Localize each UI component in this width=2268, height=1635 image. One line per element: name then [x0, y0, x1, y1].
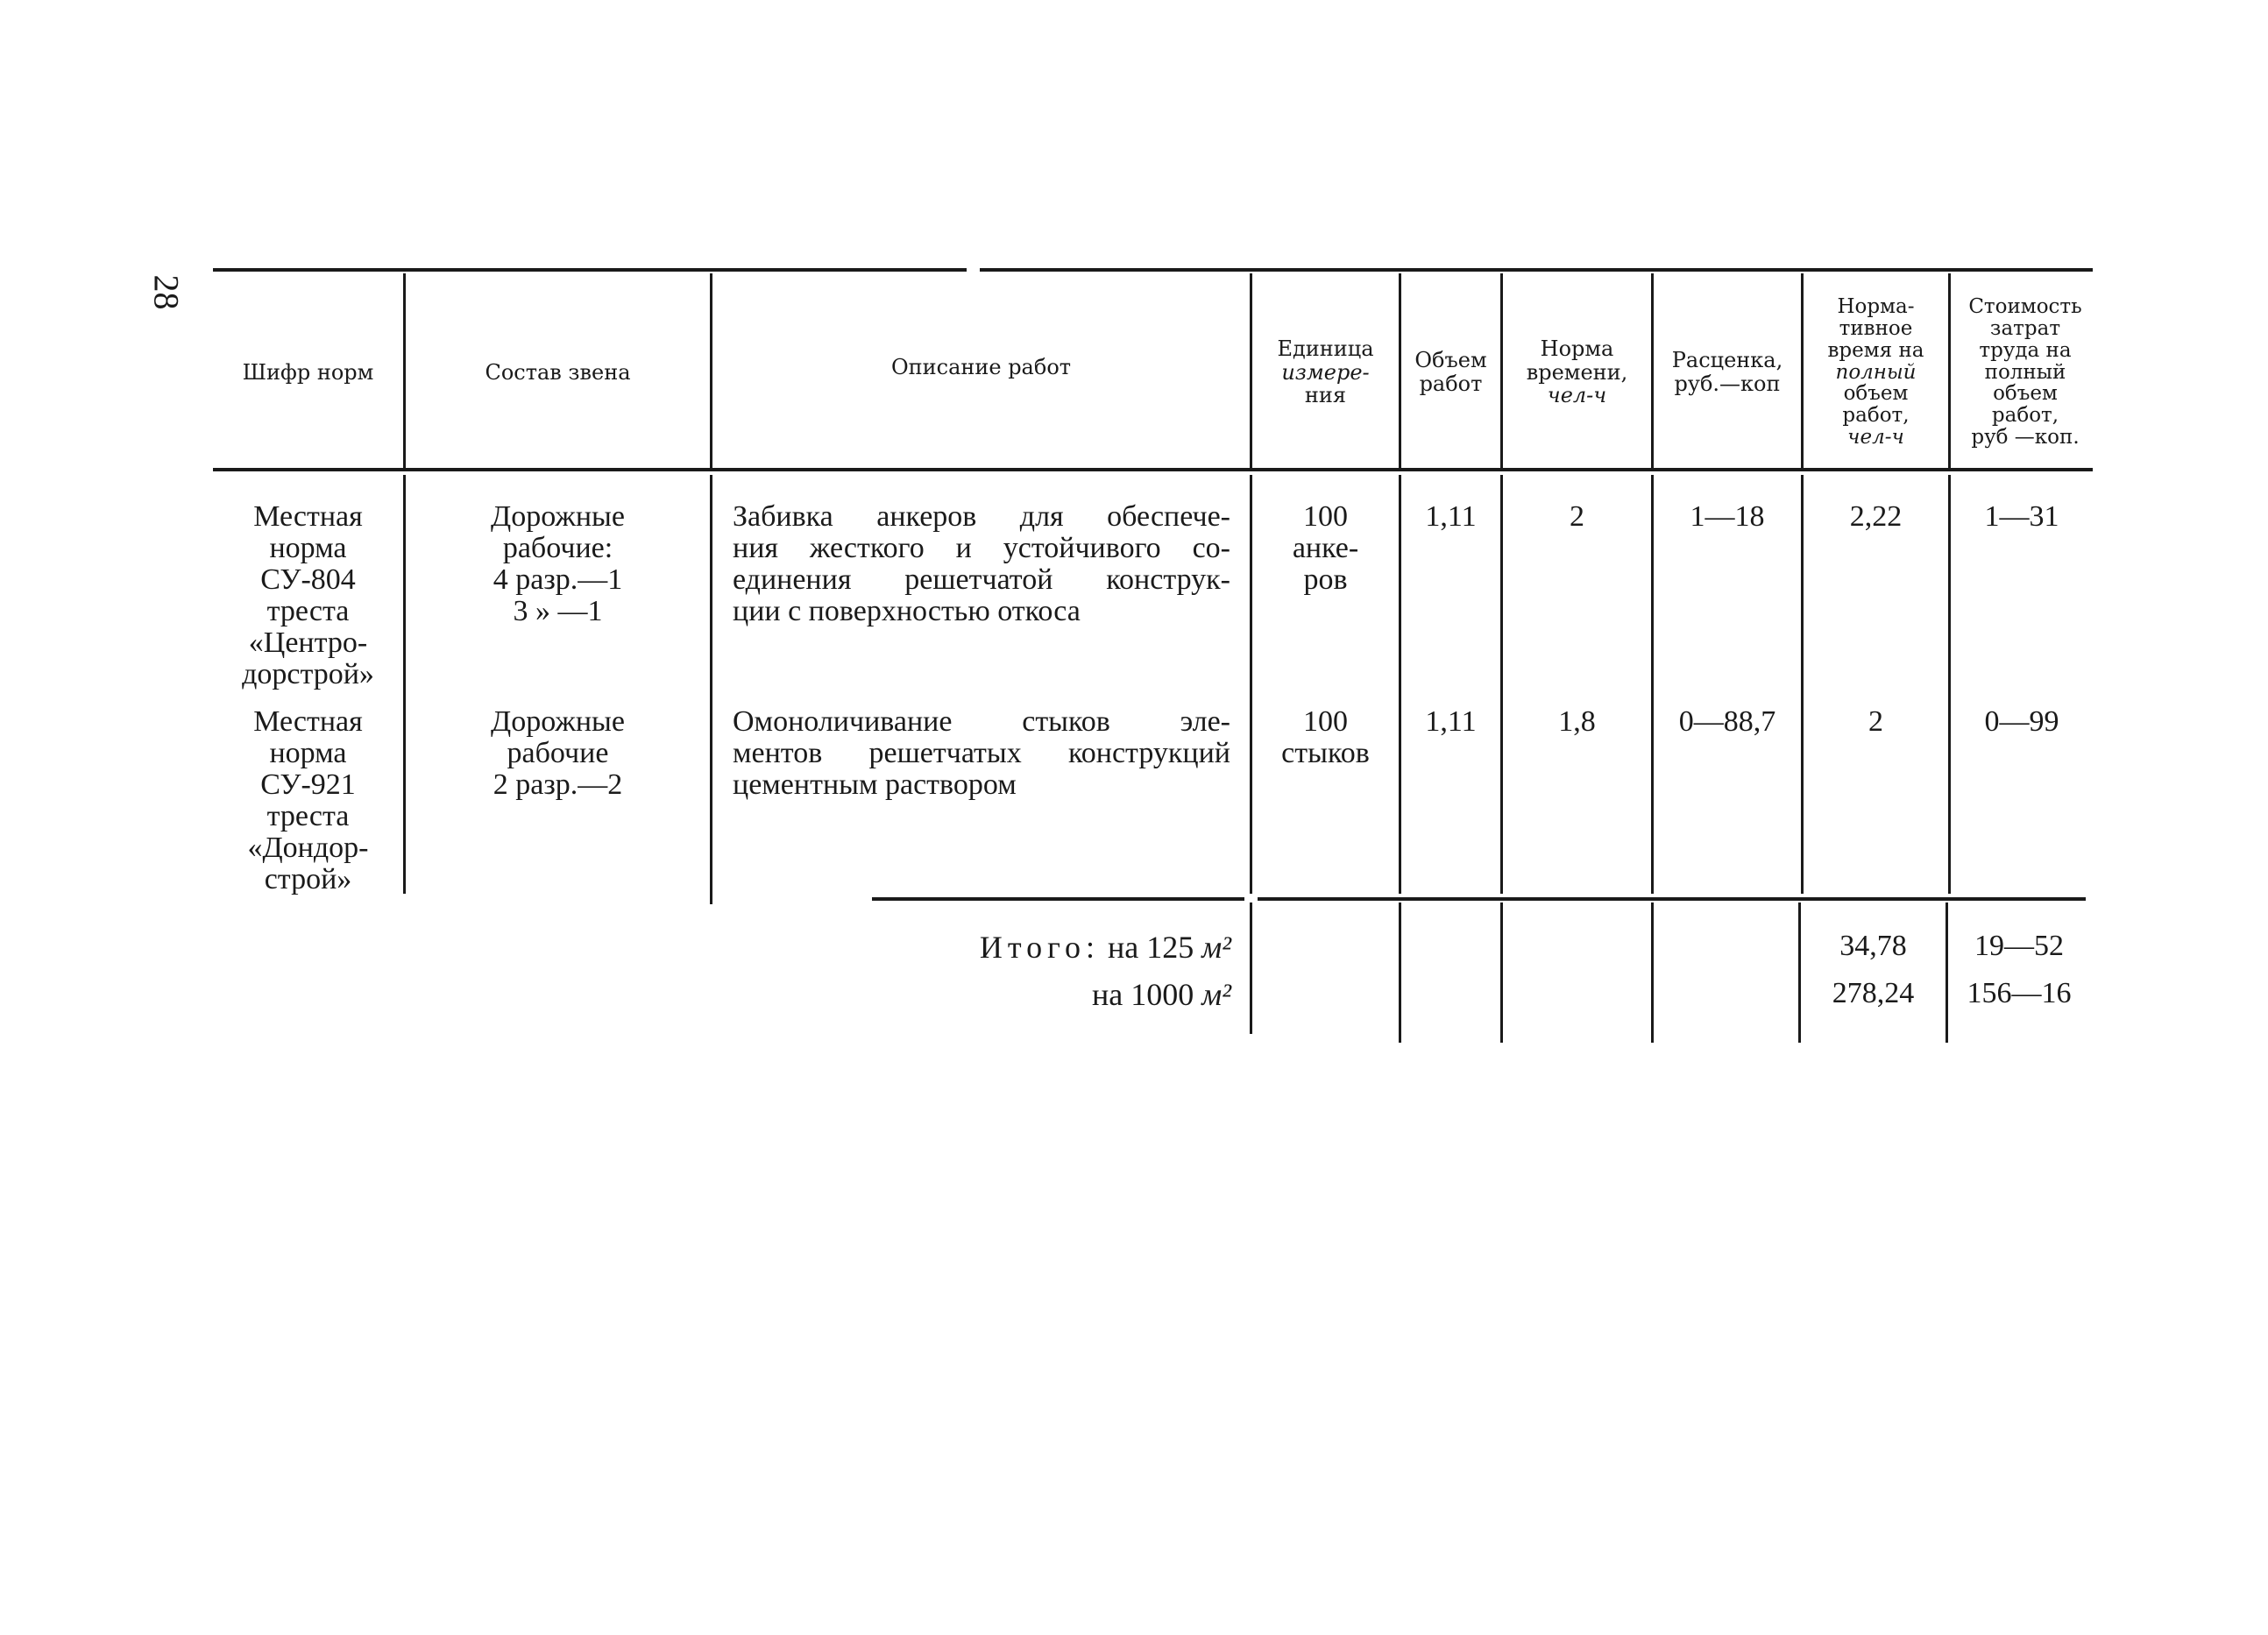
totals-top-rule [872, 897, 1244, 901]
cell-norma-vremeni: 2 [1570, 500, 1584, 533]
header-edinica: Единица измере- ния [1277, 336, 1374, 408]
header-rascenka: Расценка, руб.—коп [1671, 348, 1783, 396]
cell-opisanie: Забивка анкеров для обеспече- ния жесткого и устойчивого со- единения решетчатой конструк- ции с поверхностью откоса [733, 500, 1230, 627]
cell-norma-vremeni: 1,8 [1558, 705, 1596, 738]
column-divider [710, 475, 712, 904]
total-stoimost: 156—16 [1967, 977, 2072, 1009]
totals-label: на 1000 м² [1091, 977, 1231, 1012]
cell-shifr: Местная норма СУ-804 треста «Центро- дорстрой» [242, 500, 374, 690]
header-sostav: Состав звена [485, 359, 631, 385]
header-stoimost: Стоимость затрат труда на полный объем работ, руб —коп. [1968, 295, 2082, 449]
total-normativnoe: 278,24 [1832, 977, 1915, 1009]
column-divider [1946, 902, 1948, 1043]
column-divider [1651, 475, 1654, 894]
column-divider [1399, 902, 1401, 1043]
cell-opisanie: Омоноличивание стыков эле- ментов решетчатых конструкций цементным раствором [733, 705, 1230, 801]
column-divider [1798, 902, 1801, 1043]
cell-rascenka: 0—88,7 [1678, 705, 1776, 738]
column-divider [1500, 902, 1503, 1043]
column-divider [1500, 475, 1503, 894]
column-divider [1250, 902, 1252, 1034]
page-number: 28 [146, 274, 187, 310]
totals-label: Итого: на 125 м² [979, 930, 1231, 965]
column-divider [1399, 475, 1401, 894]
cell-stoimost: 0—99 [1984, 705, 2059, 738]
header-obem: Объем работ [1414, 348, 1487, 396]
total-stoimost: 19—52 [1974, 930, 2064, 962]
cell-edinica: 100 анке- ров [1292, 500, 1359, 596]
column-divider [1948, 475, 1951, 894]
cell-normativnoe: 2,22 [1849, 500, 1903, 533]
cell-obem: 1,11 [1425, 705, 1477, 738]
header-normativnoe: Норма- тивное время на полный объем работ, чел-ч [1827, 295, 1924, 449]
column-divider [1651, 902, 1654, 1043]
total-normativnoe: 34,78 [1839, 930, 1907, 962]
header-opisanie: Описание работ [890, 354, 1072, 379]
header-bottom-rule [213, 468, 2093, 471]
column-divider [1801, 475, 1804, 894]
cell-obem: 1,11 [1425, 500, 1477, 533]
totals-top-rule [1258, 897, 2086, 901]
cell-rascenka: 1—18 [1690, 500, 1765, 533]
cell-shifr: Местная норма СУ-921 треста «Дондор- строй» [247, 705, 369, 895]
cell-sostav: Дорожные рабочие: 4 разр.—1 3 » —1 [491, 500, 625, 627]
cell-normativnoe: 2 [1868, 705, 1883, 738]
cell-edinica: 100 стыков [1281, 705, 1370, 769]
header-shifr: Шифр норм [242, 359, 374, 385]
cell-sostav: Дорожные рабочие 2 разр.—2 [491, 705, 625, 801]
cell-stoimost: 1—31 [1984, 500, 2059, 533]
header-norma-vremeni: Норма времени, чел-ч [1526, 336, 1628, 408]
